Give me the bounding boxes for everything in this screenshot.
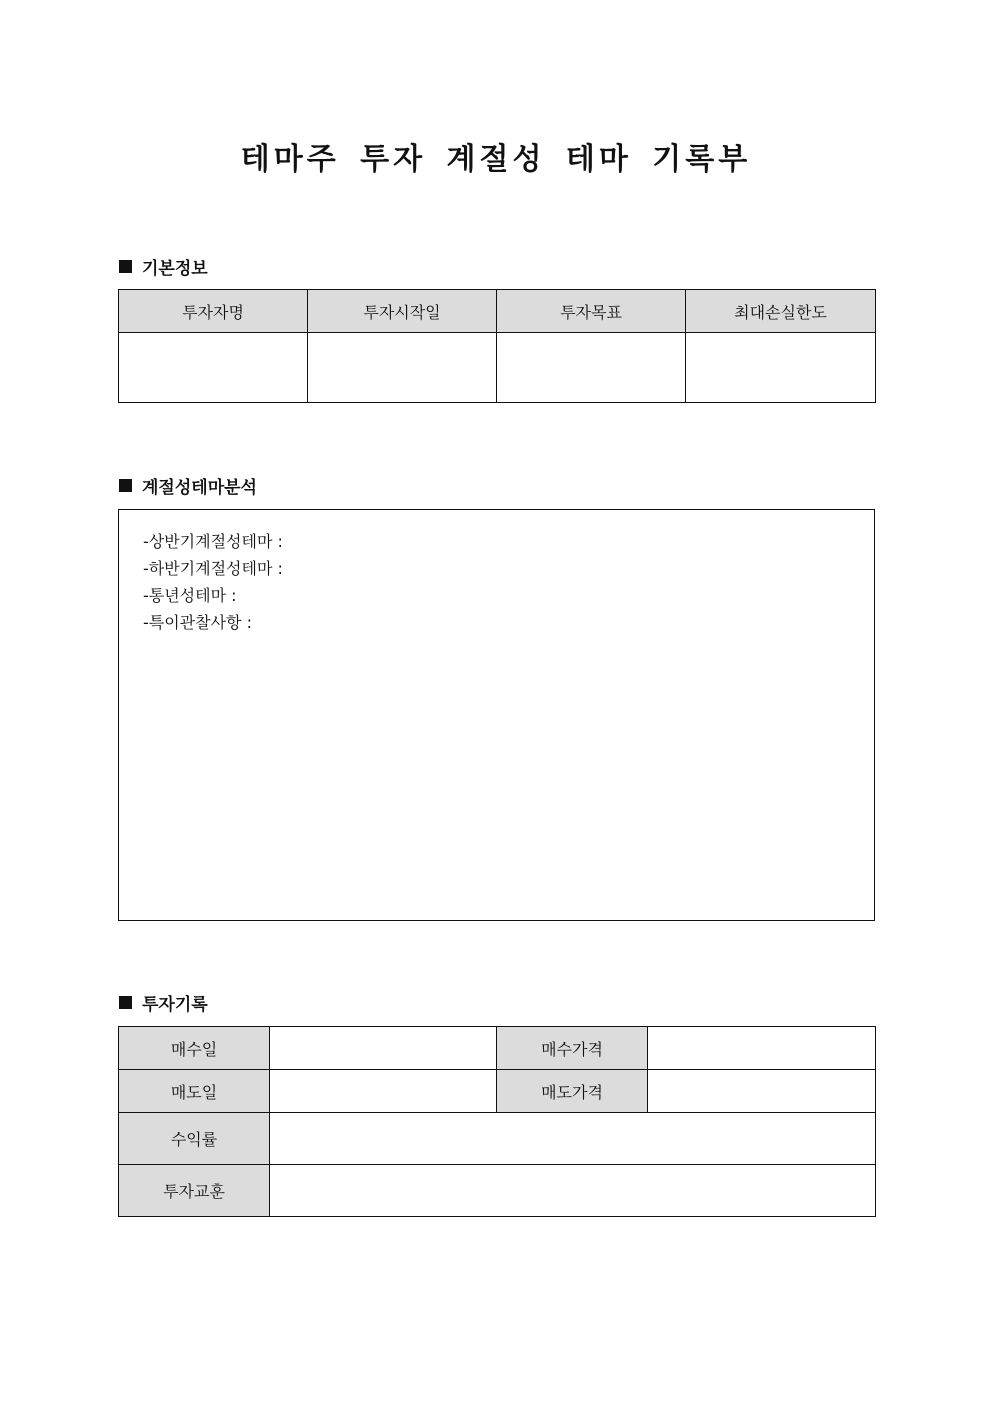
section-seasonal-analysis: [119, 473, 257, 498]
square-bullet-icon: [119, 479, 132, 492]
list-item: [143, 555, 874, 582]
start-date-field[interactable]: [308, 333, 497, 403]
document-title: 테마주 투자 계절성 테마 기록부: [240, 142, 752, 177]
sell-date-field[interactable]: [270, 1070, 497, 1113]
return-rate-field[interactable]: [270, 1113, 876, 1165]
buy-price-field[interactable]: [648, 1027, 876, 1070]
table-row: [119, 1165, 876, 1217]
lesson-field[interactable]: [270, 1165, 876, 1217]
seasonal-analysis-box[interactable]: [118, 509, 875, 921]
return-rate-label: 수익률: [119, 1113, 270, 1165]
year-round-theme-label: -통년성테마 :: [143, 586, 237, 605]
list-item: [143, 582, 874, 609]
column-header-start-date: 투자시작일: [308, 290, 497, 333]
section-investment-record: [119, 990, 208, 1015]
investment-record-table: [118, 1026, 876, 1217]
buy-price-label: 매수가격: [497, 1027, 648, 1070]
square-bullet-icon: [119, 260, 132, 273]
table-header-row: [119, 290, 876, 333]
second-half-theme-label: -하반기계절성테마 :: [143, 559, 283, 578]
table-row: [119, 1027, 876, 1070]
goal-field[interactable]: [497, 333, 686, 403]
buy-date-field[interactable]: [270, 1027, 497, 1070]
buy-date-label: 매수일: [119, 1027, 270, 1070]
list-item: [143, 528, 874, 555]
section-heading-label: 기본정보: [142, 259, 208, 279]
table-row: [119, 1113, 876, 1165]
section-basic-info: [119, 254, 208, 279]
max-loss-field[interactable]: [686, 333, 876, 403]
basic-info-table: [118, 289, 876, 403]
sell-price-label: 매도가격: [497, 1070, 648, 1113]
column-header-max-loss: 최대손실한도: [686, 290, 876, 333]
investor-name-field[interactable]: [119, 333, 308, 403]
section-heading-label: 계절성테마분석: [142, 478, 257, 498]
lesson-label: 투자교훈: [119, 1165, 270, 1217]
section-heading-label: 투자기록: [142, 995, 208, 1015]
square-bullet-icon: [119, 996, 132, 1009]
column-header-goal: 투자목표: [497, 290, 686, 333]
list-item: [143, 609, 874, 636]
first-half-theme-label: -상반기계절성테마 :: [143, 532, 283, 551]
sell-price-field[interactable]: [648, 1070, 876, 1113]
column-header-investor-name: 투자자명: [119, 290, 308, 333]
sell-date-label: 매도일: [119, 1070, 270, 1113]
table-row: [119, 1070, 876, 1113]
table-row: [119, 333, 876, 403]
special-observations-label: -특이관찰사항 :: [143, 613, 252, 632]
